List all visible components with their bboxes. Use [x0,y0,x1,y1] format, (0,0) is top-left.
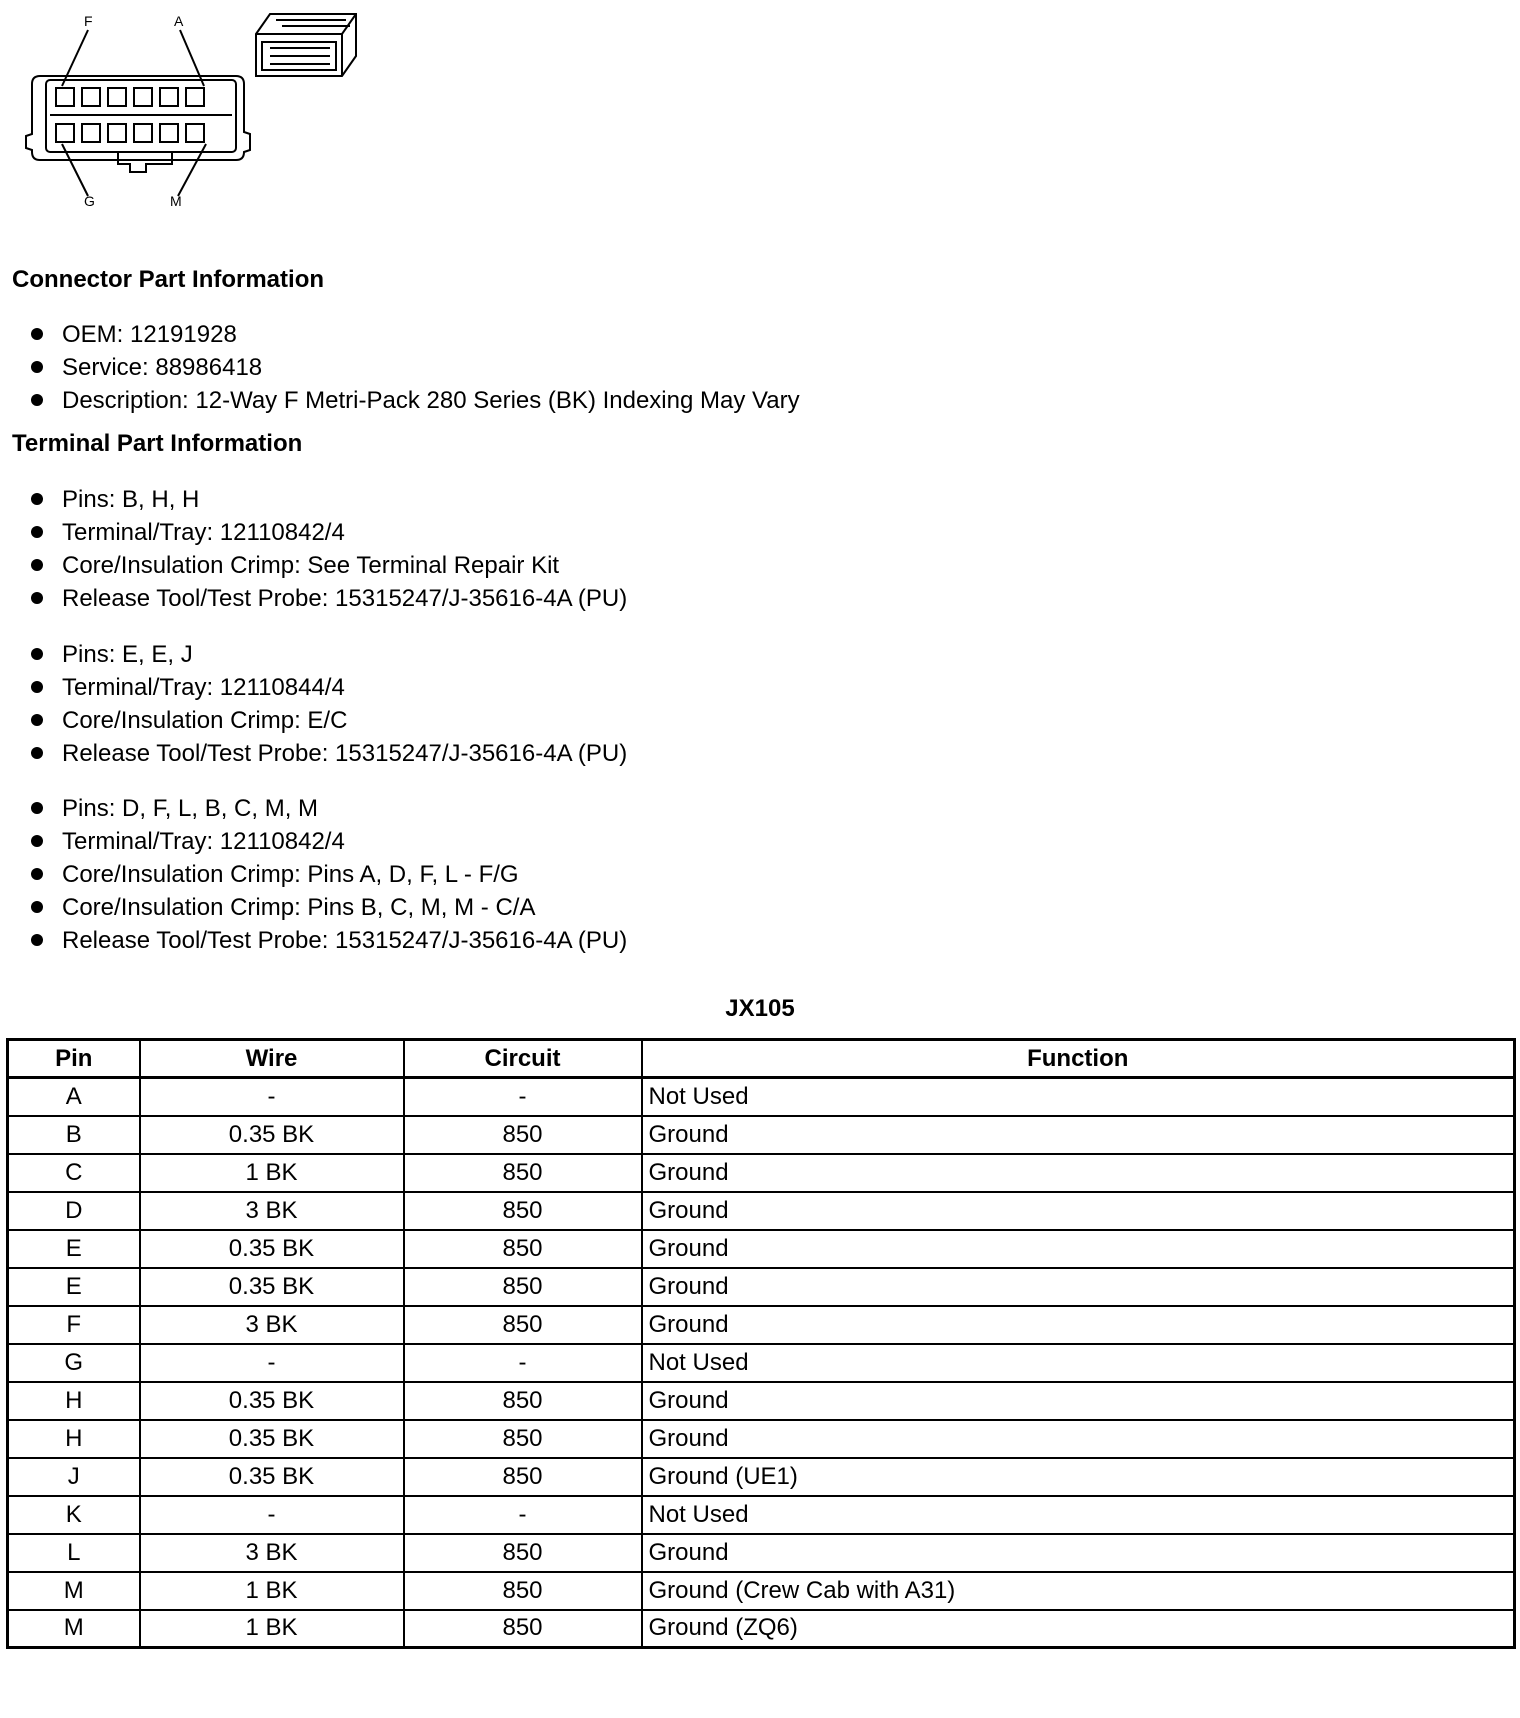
cell-pin: K [8,1496,140,1534]
cell-pin: E [8,1230,140,1268]
cavity [134,88,152,106]
connector-info-heading: Connector Part Information [12,266,325,293]
table-header-row [8,1040,1515,1078]
cell-circuit: 850 [404,1116,642,1154]
cavity [56,124,74,142]
cell-pin: B [8,1116,140,1154]
cell-function: Ground [642,1230,1515,1268]
column-header-function: Function [642,1040,1515,1078]
cell-wire: 3 BK [140,1192,404,1230]
cell-pin: L [8,1534,140,1572]
list-item: Terminal/Tray: 12110842/4 [28,516,627,549]
connector-diagram [0,0,380,220]
leader-line [62,30,88,86]
cell-circuit: 850 [404,1192,642,1230]
cavity [160,124,178,142]
cell-function: Ground [642,1534,1515,1572]
list-item: Core/Insulation Crimp: Pins B, C, M, M - C/A [28,891,627,924]
cell-circuit: 850 [404,1420,642,1458]
cell-pin: D [8,1192,140,1230]
table-row [8,1458,1515,1496]
column-header-wire: Wire [140,1040,404,1078]
cell-circuit: - [404,1344,642,1382]
cell-wire: 3 BK [140,1534,404,1572]
list-item: Release Tool/Test Probe: 15315247/J-35616-4A (PU) [28,737,627,770]
cell-wire: 0.35 BK [140,1230,404,1268]
cell-function: Ground [642,1420,1515,1458]
list-item: Pins: E, E, J [28,638,627,671]
cavity [160,88,178,106]
table-body [8,1078,1515,1648]
table-row [8,1078,1515,1116]
cell-wire: 1 BK [140,1154,404,1192]
cell-circuit: 850 [404,1458,642,1496]
cell-wire: 0.35 BK [140,1268,404,1306]
cell-function: Ground [642,1268,1515,1306]
list-item: Pins: D, F, L, B, C, M, M [28,792,627,825]
terminal-info-heading: Terminal Part Information [12,430,303,457]
connector-lock-tab [118,152,172,172]
table-row [8,1344,1515,1382]
cell-wire: 3 BK [140,1306,404,1344]
cell-circuit: - [404,1496,642,1534]
label-m: M [170,193,182,209]
terminal-group-3 [28,792,627,957]
cell-wire: - [140,1496,404,1534]
cell-pin: A [8,1078,140,1116]
cell-circuit: 850 [404,1230,642,1268]
table-row [8,1382,1515,1420]
cell-function: Ground [642,1154,1515,1192]
list-item: Core/Insulation Crimp: Pins A, D, F, L - F/G [28,858,627,891]
cell-circuit: 850 [404,1382,642,1420]
cavity [82,124,100,142]
cell-wire: 1 BK [140,1610,404,1648]
cavity [56,88,74,106]
table-row [8,1610,1515,1648]
cell-function: Ground (ZQ6) [642,1610,1515,1648]
table-row [8,1116,1515,1154]
table-row [8,1230,1515,1268]
cell-wire: 0.35 BK [140,1382,404,1420]
cell-pin: F [8,1306,140,1344]
cell-function: Not Used [642,1496,1515,1534]
cell-pin: M [8,1572,140,1610]
cell-pin: H [8,1420,140,1458]
terminal-group-1 [28,483,627,615]
cell-wire: 1 BK [140,1572,404,1610]
connector-3d-sketch [256,14,356,76]
column-header-circuit: Circuit [404,1040,642,1078]
cell-wire: 0.35 BK [140,1116,404,1154]
cavity [108,124,126,142]
table-row [8,1306,1515,1344]
cell-pin: J [8,1458,140,1496]
table-row [8,1534,1515,1572]
list-item: Pins: B, H, H [28,483,627,516]
cell-pin: E [8,1268,140,1306]
cell-wire: - [140,1078,404,1116]
terminal-group-2 [28,638,627,770]
cell-function: Ground [642,1382,1515,1420]
label-a: A [174,13,184,29]
cell-function: Ground (UE1) [642,1458,1515,1496]
cell-wire: 0.35 BK [140,1458,404,1496]
connector-info-list [28,318,800,417]
leader-line [180,30,204,86]
cell-circuit: 850 [404,1572,642,1610]
pinout-table [6,1038,1516,1649]
list-item: Terminal/Tray: 12110844/4 [28,671,627,704]
cell-pin: G [8,1344,140,1382]
cell-circuit: - [404,1078,642,1116]
table-title: JX105 [725,995,795,1022]
cell-wire: - [140,1344,404,1382]
cell-function: Not Used [642,1344,1515,1382]
list-item: Core/Insulation Crimp: See Terminal Repair Kit [28,549,627,582]
cell-function: Not Used [642,1078,1515,1116]
table-row [8,1192,1515,1230]
list-item: Terminal/Tray: 12110842/4 [28,825,627,858]
label-f: F [84,13,93,29]
table-row [8,1420,1515,1458]
column-header-pin: Pin [8,1040,140,1078]
label-g: G [84,193,95,209]
list-item: Description: 12-Way F Metri-Pack 280 Series (BK) Indexing May Vary [28,384,800,417]
cavity [134,124,152,142]
cell-function: Ground (Crew Cab with A31) [642,1572,1515,1610]
cell-circuit: 850 [404,1534,642,1572]
table-row [8,1572,1515,1610]
cell-circuit: 850 [404,1154,642,1192]
cavity [186,124,204,142]
cell-function: Ground [642,1192,1515,1230]
cell-pin: C [8,1154,140,1192]
list-item: Release Tool/Test Probe: 15315247/J-35616-4A (PU) [28,582,627,615]
cavity [108,88,126,106]
cell-wire: 0.35 BK [140,1420,404,1458]
cell-function: Ground [642,1116,1515,1154]
cell-circuit: 850 [404,1610,642,1648]
list-item: Service: 88986418 [28,351,800,384]
cell-function: Ground [642,1306,1515,1344]
table-row [8,1154,1515,1192]
list-item: Core/Insulation Crimp: E/C [28,704,627,737]
cell-circuit: 850 [404,1306,642,1344]
list-item: OEM: 12191928 [28,318,800,351]
cell-pin: H [8,1382,140,1420]
cavity [82,88,100,106]
cavity [186,88,204,106]
table-row [8,1268,1515,1306]
table-row [8,1496,1515,1534]
cell-circuit: 850 [404,1268,642,1306]
cell-pin: M [8,1610,140,1648]
list-item: Release Tool/Test Probe: 15315247/J-35616-4A (PU) [28,924,627,957]
